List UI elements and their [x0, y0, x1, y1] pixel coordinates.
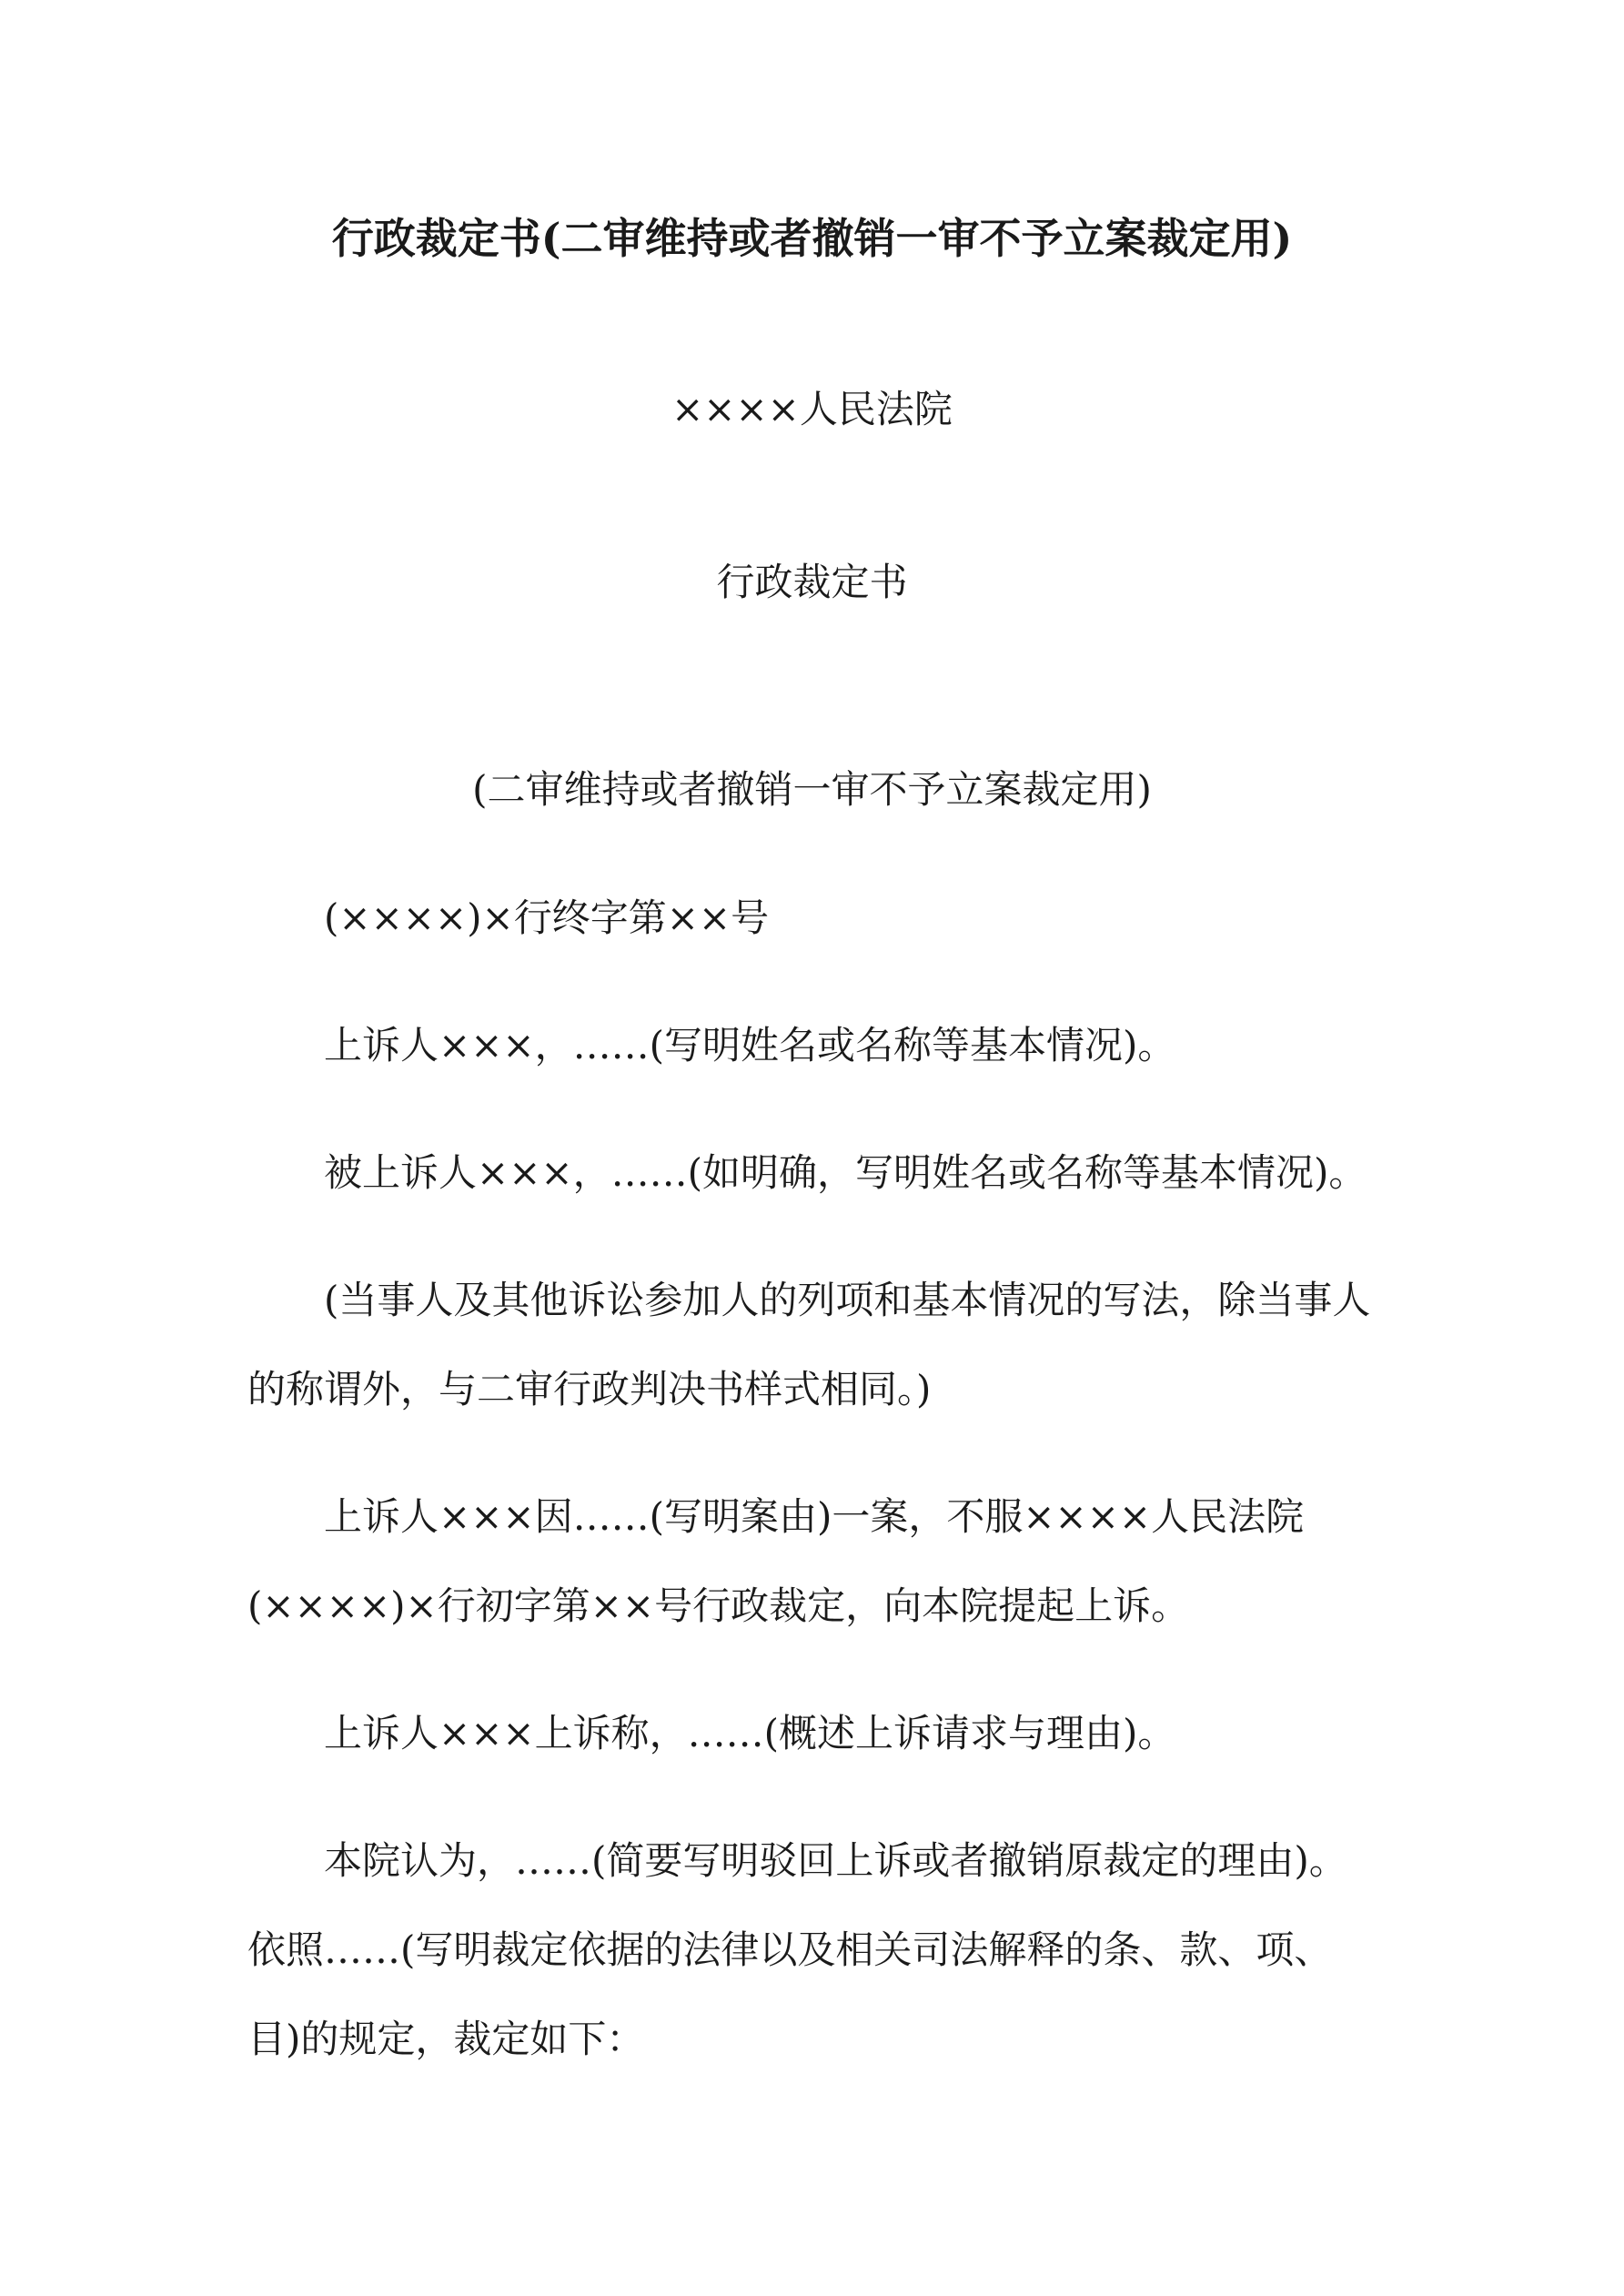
document-title: 行政裁定书(二审维持或者撤销一审不予立案裁定用) — [331, 214, 1293, 263]
appeal-origin-paragraph: 上诉人×××因……(写明案由)一案，不服××××人民法院(××××)×行初字第××号行政裁定，向本院提起上诉。 — [247, 1494, 1305, 1628]
participants-note: (当事人及其他诉讼参加人的列项和基本情况的写法，除当事人的称谓外，与二审行政判决书样式相同。) — [247, 1278, 1371, 1411]
appeal-claim-paragraph: 上诉人×××上诉称，……(概述上诉请求与理由)。 — [324, 1711, 1176, 1755]
document-body — [247, 874, 1380, 2122]
appellant-paragraph: 上诉人×××，……(写明姓名或名称等基本情况)。 — [324, 1023, 1176, 1067]
document-subtitle: (二审维持或者撤销一审不予立案裁定用) — [472, 767, 1152, 812]
court-opinion-paragraph: 本院认为，……(简要写明驳回上诉或者撤销原裁定的理由)。依照……(写明裁定依据的法律以及相关司法解释的条、款、项、目)的规定，裁定如下： — [247, 1838, 1347, 2061]
appellee-paragraph: 被上诉人×××，……(如明确，写明姓名或名称等基本情况)。 — [324, 1150, 1367, 1195]
document-type: 行政裁定书 — [716, 560, 908, 604]
case-number: (××××)×行终字第××号 — [324, 895, 770, 940]
court-name: ××××人民法院 — [671, 387, 953, 431]
